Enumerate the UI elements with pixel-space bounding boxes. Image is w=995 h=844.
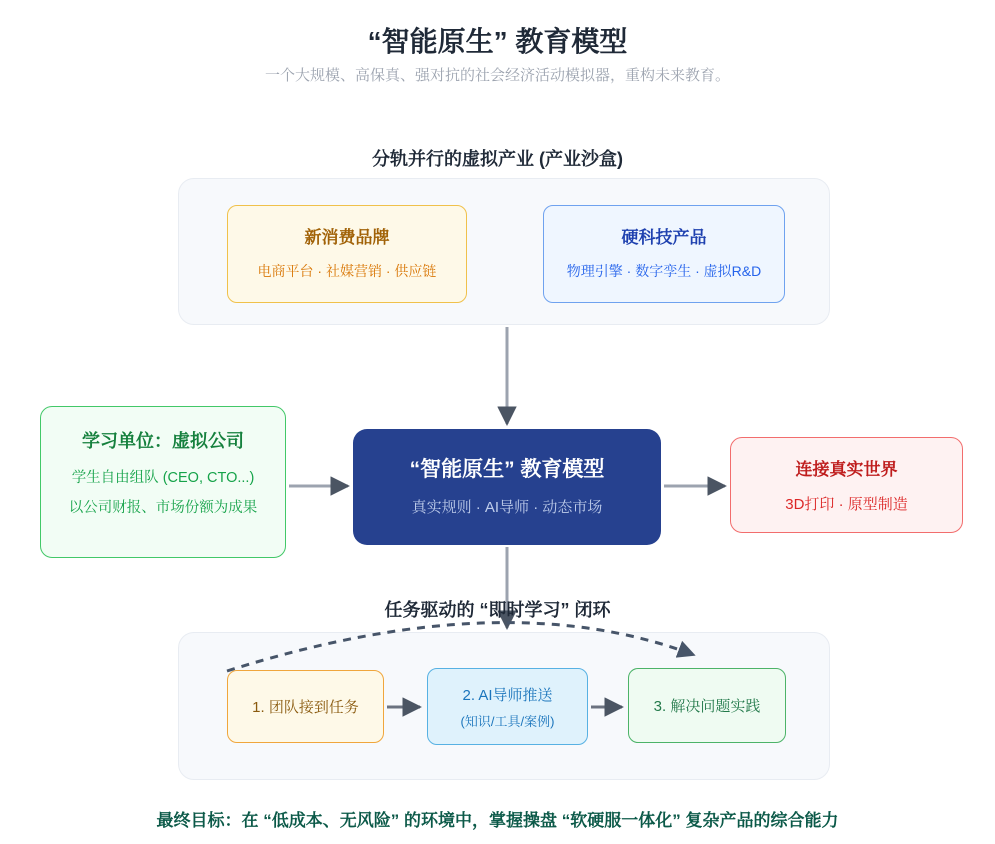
card-hard-tech-product xyxy=(543,205,785,303)
core-title: “智能原生” 教育模型 xyxy=(409,458,605,481)
box-title: 学习单位：虚拟公司 xyxy=(82,431,244,451)
card-new-consumer-brand xyxy=(227,205,467,303)
box-line: 学生自由组队 (CEO, CTO...) xyxy=(71,470,255,486)
step-title: 3. 解决问题实践 xyxy=(653,698,761,715)
page-subtitle: 一个大规模、高保真、强对抗的社会经济活动模拟器，重构未来教育。 xyxy=(264,67,730,84)
card-title: 新消费品牌 xyxy=(304,228,390,247)
box-line: 以公司财报、市场份额为成果 xyxy=(68,500,258,516)
page-title: “智能原生” 教育模型 xyxy=(367,26,628,57)
box-learning-unit xyxy=(40,406,286,558)
core-desc: 真实规则 · AI导师 · 动态市场 xyxy=(411,499,603,516)
card-title: 硬科技产品 xyxy=(621,228,707,247)
step-solve-practice xyxy=(628,668,786,743)
box-core-model xyxy=(353,429,661,545)
card-desc: 物理引擎 · 数字孪生 · 虚拟R&D xyxy=(566,263,762,279)
industry-section-label: 分轨并行的虚拟产业 (产业沙盒) xyxy=(372,149,623,169)
step-title: 2. AI导师推送 xyxy=(462,686,553,704)
step-desc: (知识/工具/案例) xyxy=(460,713,555,729)
box-title: 连接真实世界 xyxy=(795,460,898,479)
step-title: 1. 团队接到任务 xyxy=(252,699,359,716)
card-desc: 电商平台 · 社媒营销 · 供应链 xyxy=(257,263,437,279)
box-body xyxy=(41,463,285,523)
box-desc: 3D打印 · 原型制造 xyxy=(785,496,908,513)
step-receive-task xyxy=(227,670,384,743)
loop-section-label: 任务驱动的 “即时学习” 闭环 xyxy=(384,600,611,620)
box-real-world xyxy=(730,437,963,533)
step-ai-tutor-push xyxy=(427,668,588,745)
final-goal-text: 最终目标：在 “低成本、无风险” 的环境中，掌握操盘 “软硬服一体化” 复杂产品的综合能力 xyxy=(156,811,839,830)
